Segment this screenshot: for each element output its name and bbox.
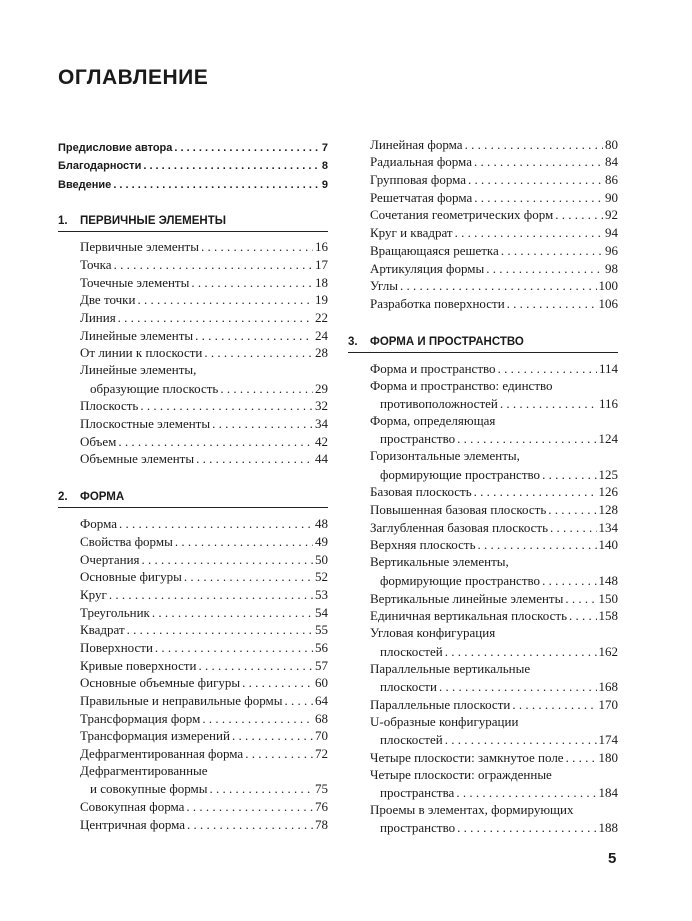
toc-entry-page: 116 xyxy=(598,395,618,411)
toc-entry[interactable] xyxy=(58,238,328,256)
toc-entry[interactable] xyxy=(348,223,618,241)
toc-entry-title: Вертикальные линейные элементы xyxy=(370,590,564,606)
toc-entry-page: 34 xyxy=(315,416,328,432)
toc-entry-page: 106 xyxy=(598,295,618,311)
toc-entry-title-cont: и совокупные формы xyxy=(90,781,208,797)
toc-entry-title: Объем xyxy=(80,433,117,449)
toc-entry[interactable] xyxy=(348,607,618,625)
section-number: 3. xyxy=(348,335,358,348)
toc-entry-page: 28 xyxy=(315,345,328,361)
toc-entry-page: 94 xyxy=(605,225,618,241)
toc-entry-page: 96 xyxy=(605,242,618,258)
toc-entry-title: Радиальная форма xyxy=(370,154,472,170)
toc-entry-page: 55 xyxy=(315,622,328,638)
toc-entry-title: Кривые поверхности xyxy=(80,657,197,673)
toc-entry[interactable] xyxy=(348,536,618,554)
toc-entry-page: 162 xyxy=(598,643,618,659)
toc-entry-page: 42 xyxy=(315,433,328,449)
toc-entry[interactable] xyxy=(58,255,328,273)
toc-entry-page: 80 xyxy=(605,136,618,152)
toc-entry-page: 126 xyxy=(598,484,618,500)
toc-entry-title: Круг и квадрат xyxy=(370,225,453,241)
toc-entry-title-cont: формирующие пространство xyxy=(380,466,541,482)
toc-entry[interactable] xyxy=(348,553,618,588)
toc-entry[interactable] xyxy=(348,748,618,766)
toc-entry-page: 188 xyxy=(598,820,618,836)
toc-entry[interactable] xyxy=(348,170,618,188)
section-heading[interactable] xyxy=(348,336,618,353)
toc-entry[interactable] xyxy=(58,568,328,586)
page-number: 5 xyxy=(608,850,617,867)
toc-entry-page: 76 xyxy=(315,799,328,815)
toc-entry-page: 16 xyxy=(315,239,328,255)
toc-entry-title: Плоскостные элементы xyxy=(80,416,211,432)
toc-entry[interactable] xyxy=(348,713,618,748)
toc-entry-page: 44 xyxy=(315,451,328,467)
toc-entry[interactable] xyxy=(348,359,618,377)
toc-entry[interactable] xyxy=(348,624,618,659)
toc-entry-page: 114 xyxy=(598,360,618,376)
toc-entry[interactable] xyxy=(58,414,328,432)
toc-section-2 xyxy=(58,491,328,832)
toc-entry-page: 19 xyxy=(315,292,328,308)
toc-entry-title: Вращающаяся решетка xyxy=(370,242,499,258)
toc-entry[interactable] xyxy=(58,450,328,468)
toc-entry-title: Совокупная форма xyxy=(80,799,185,815)
toc-entry-title: Решетчатая форма xyxy=(370,189,473,205)
toc-entry-title: Вертикальные элементы, xyxy=(370,554,509,570)
toc-entry-page: 72 xyxy=(315,746,328,762)
toc-entry-title: Разработка поверхности xyxy=(370,295,505,311)
toc-entry-title: Трансформация форм xyxy=(80,710,201,726)
toc-entry-title: Базовая плоскость xyxy=(370,484,472,500)
toc-entry-title: Центричная форма xyxy=(80,816,186,832)
toc-entry-page: 140 xyxy=(598,537,618,553)
toc-entry[interactable] xyxy=(58,550,328,568)
toc-entry-page: 53 xyxy=(315,586,328,602)
toc-section-3 xyxy=(348,336,618,837)
toc-entry-page: 125 xyxy=(598,466,618,482)
toc-entry[interactable] xyxy=(348,259,618,277)
toc-entry-title: Линейная форма xyxy=(370,136,463,152)
toc-entry[interactable] xyxy=(348,801,618,836)
toc-entry-page: 170 xyxy=(598,696,618,712)
toc-entry-introduction[interactable] xyxy=(58,172,328,191)
toc-entry-page: 8 xyxy=(321,160,328,172)
section-number: 2. xyxy=(58,491,68,504)
toc-entry[interactable] xyxy=(58,603,328,621)
toc-entry-title: Две точки xyxy=(80,292,136,308)
toc-entry-title: Четыре плоскости: замкнутое поле xyxy=(370,749,564,765)
toc-entry-page: 64 xyxy=(315,693,328,708)
toc-entry-title: Повышенная базовая плоскость xyxy=(370,502,547,518)
toc-entry-page: 50 xyxy=(315,551,328,567)
toc-entry[interactable] xyxy=(58,344,328,362)
toc-entry-page: 92 xyxy=(605,207,618,223)
toc-entry-title-cont: пространства xyxy=(380,785,455,801)
toc-entry-title-cont: плоскости xyxy=(380,678,437,694)
toc-entry-title: Квадрат xyxy=(80,622,125,638)
toc-column-left xyxy=(58,135,328,833)
toc-entry-page: 70 xyxy=(315,728,328,744)
toc-entry[interactable] xyxy=(58,709,328,727)
toc-entry[interactable] xyxy=(58,514,328,532)
toc-entry[interactable] xyxy=(58,273,328,291)
toc-entry[interactable] xyxy=(348,277,618,295)
toc-entry[interactable] xyxy=(348,447,618,482)
toc-entry-title: Сочетания геометрических форм xyxy=(370,207,554,223)
toc-entry-page: 184 xyxy=(598,785,618,801)
toc-section-2-continued xyxy=(348,135,618,312)
toc-entry-title-cont: пространство xyxy=(380,431,456,447)
toc-entry-page: 134 xyxy=(598,519,618,535)
toc-entry-title: Первичные элементы xyxy=(80,239,199,255)
toc-entry-title: Трансформация измерений xyxy=(80,728,230,744)
toc-entry-title: Артикуляция формы xyxy=(370,260,485,276)
toc-entry-title-cont: пространство xyxy=(380,820,456,836)
toc-entry-title: Поверхности xyxy=(80,639,153,655)
toc-entry-page: 9 xyxy=(321,178,328,191)
toc-entry[interactable] xyxy=(58,744,328,762)
toc-entry-title: Параллельные плоскости xyxy=(370,696,511,712)
page-title: ОГЛАВЛЕНИЕ xyxy=(58,66,209,89)
toc-entry-page: 68 xyxy=(315,710,328,726)
toc-entry-page: 86 xyxy=(605,172,618,188)
toc-entry-title: Параллельные вертикальные xyxy=(370,660,531,676)
toc-entry-page: 49 xyxy=(315,533,328,549)
toc-entry-title: Единичная вертикальная плоскость xyxy=(370,608,567,624)
toc-column-right xyxy=(348,135,618,836)
toc-entry-title: Верхняя плоскость xyxy=(370,537,476,553)
toc-entry[interactable] xyxy=(348,153,618,171)
toc-entry[interactable] xyxy=(58,638,328,656)
toc-entry-title: Угловая конфигурация xyxy=(370,625,496,641)
toc-entry[interactable] xyxy=(58,621,328,639)
toc-entry-title: Проемы в элементах, формирующих xyxy=(370,802,574,818)
toc-entry-page: 52 xyxy=(315,569,328,585)
toc-entry-page: 57 xyxy=(315,657,328,673)
toc-entry-title: U-образные конфигурации xyxy=(370,713,519,729)
toc-section-1 xyxy=(58,215,328,468)
toc-entry[interactable] xyxy=(348,135,618,153)
toc-entry-title: Основные объемные фигуры xyxy=(80,675,241,691)
toc-entry-title: Форма xyxy=(80,516,117,532)
toc-entry-title: Линия xyxy=(80,309,116,325)
toc-entry-title: Плоскость xyxy=(80,398,139,414)
toc-entry-page: 98 xyxy=(605,260,618,276)
toc-entry[interactable] xyxy=(58,674,328,692)
section-heading[interactable] xyxy=(58,491,328,508)
toc-entry[interactable] xyxy=(58,397,328,415)
toc-entry-title: Точка xyxy=(80,256,112,272)
toc-entry-page: 60 xyxy=(315,675,328,691)
toc-entry-title: Введение xyxy=(58,178,112,191)
toc-entry-foreword[interactable] xyxy=(58,135,328,154)
toc-entry-page: 29 xyxy=(315,380,328,396)
toc-entry[interactable] xyxy=(58,656,328,674)
toc-entry-title: Треугольник xyxy=(80,604,150,620)
toc-entry-page: 90 xyxy=(605,189,618,205)
section-title: ФОРМА И ПРОСТРАНСТВО xyxy=(370,335,524,348)
toc-entry-page: 17 xyxy=(315,256,328,272)
toc-entry-page: 22 xyxy=(315,309,328,325)
toc-entry-title-cont: противоположностей xyxy=(380,395,498,411)
toc-entry-title: Предисловие автора xyxy=(58,141,173,154)
toc-intro xyxy=(58,135,328,191)
toc-entry-page: 128 xyxy=(598,502,618,518)
toc-entry[interactable] xyxy=(348,412,618,447)
toc-entry[interactable] xyxy=(348,660,618,695)
toc-entry-page: 75 xyxy=(315,781,328,797)
toc-entry[interactable] xyxy=(58,797,328,815)
toc-entry[interactable] xyxy=(348,294,618,312)
section-title: ФОРМА xyxy=(80,491,125,504)
toc-entry-page: 124 xyxy=(598,431,618,447)
toc-entry-title-cont: плоскостей xyxy=(380,643,443,659)
toc-entry[interactable] xyxy=(348,377,618,412)
toc-entry-title: Благодарности xyxy=(58,160,142,172)
toc-entry[interactable] xyxy=(348,206,618,224)
toc-entry-page: 32 xyxy=(315,398,328,414)
toc-entry[interactable] xyxy=(348,241,618,259)
toc-entry-page: 7 xyxy=(321,141,328,154)
toc-entry-title: Горизонтальные элементы, xyxy=(370,448,520,464)
toc-entry[interactable] xyxy=(58,308,328,326)
toc-entry-title-cont: образующие плоскость xyxy=(90,380,219,396)
toc-entry-title: Круг xyxy=(80,586,107,602)
toc-entry[interactable] xyxy=(58,361,328,396)
toc-entry[interactable] xyxy=(348,500,618,518)
toc-entry[interactable] xyxy=(58,815,328,833)
toc-entry-title: Основные фигуры xyxy=(80,569,182,585)
toc-entry-title: Линейные элементы xyxy=(80,327,194,343)
toc-entry-title: Объемные элементы xyxy=(80,451,195,467)
toc-entry-title: Форма и пространство xyxy=(370,360,496,376)
section-title: ПЕРВИЧНЫЕ ЭЛЕМЕНТЫ xyxy=(80,214,227,227)
toc-entry-page: 150 xyxy=(598,590,618,606)
toc-entry-title-cont: формирующие пространство xyxy=(380,572,541,588)
toc-entry-title: Очертания xyxy=(80,551,140,567)
toc-entry-acknowledgements[interactable] xyxy=(58,154,328,173)
toc-entry-page: 18 xyxy=(315,274,328,290)
toc-entry-title: Четыре плоскости: огражденные xyxy=(370,766,552,782)
toc-entry[interactable] xyxy=(348,483,618,501)
toc-entry[interactable] xyxy=(348,188,618,206)
toc-entry[interactable] xyxy=(58,762,328,797)
toc-entry-title: Дефрагментированные xyxy=(80,763,208,779)
toc-entry[interactable] xyxy=(348,518,618,536)
toc-entry[interactable] xyxy=(348,589,618,607)
toc-entry-title: Форма, определяющая xyxy=(370,412,496,428)
toc-entry[interactable] xyxy=(58,532,328,550)
toc-entry-page: 174 xyxy=(598,732,618,747)
toc-entry-page: 158 xyxy=(598,608,618,624)
toc-entry-page: 100 xyxy=(598,278,618,294)
toc-entry-title: Дефрагментированная форма xyxy=(80,746,244,762)
toc-entry[interactable] xyxy=(58,727,328,745)
toc-entry-page: 56 xyxy=(315,639,328,655)
toc-entry-page: 48 xyxy=(315,516,328,532)
toc-entry-title: Точечные элементы xyxy=(80,274,190,290)
toc-entry-page: 84 xyxy=(605,154,618,170)
toc-entry-title: Линейные элементы, xyxy=(80,362,197,378)
toc-entry-page: 168 xyxy=(598,678,618,694)
toc-entry-page: 148 xyxy=(598,572,618,588)
toc-entry-title: Форма и пространство: единство xyxy=(370,377,553,393)
section-heading[interactable] xyxy=(58,215,328,232)
toc-entry-title: Правильные и неправильные формы xyxy=(80,693,283,708)
toc-entry-page: 180 xyxy=(598,749,618,765)
toc-entry-page: 78 xyxy=(315,816,328,832)
toc-entry-title: Углы xyxy=(370,278,398,294)
toc-entry-page: 54 xyxy=(315,604,328,620)
toc-entry[interactable] xyxy=(58,691,328,709)
section-number: 1. xyxy=(58,214,68,227)
toc-entry[interactable] xyxy=(348,695,618,713)
toc-entry-page: 24 xyxy=(315,327,328,343)
toc-entry-title: Свойства формы xyxy=(80,533,173,549)
toc-entry[interactable] xyxy=(58,291,328,309)
toc-entry[interactable] xyxy=(58,585,328,603)
toc-entry[interactable] xyxy=(348,766,618,801)
toc-entry-title: Групповая форма xyxy=(370,172,467,188)
toc-entry[interactable] xyxy=(58,326,328,344)
toc-entry-title: От линии к плоскости xyxy=(80,345,203,361)
toc-entry-title: Заглубленная базовая плоскость xyxy=(370,519,549,535)
toc-entry-title-cont: плоскостей xyxy=(380,732,443,747)
toc-entry[interactable] xyxy=(58,432,328,450)
